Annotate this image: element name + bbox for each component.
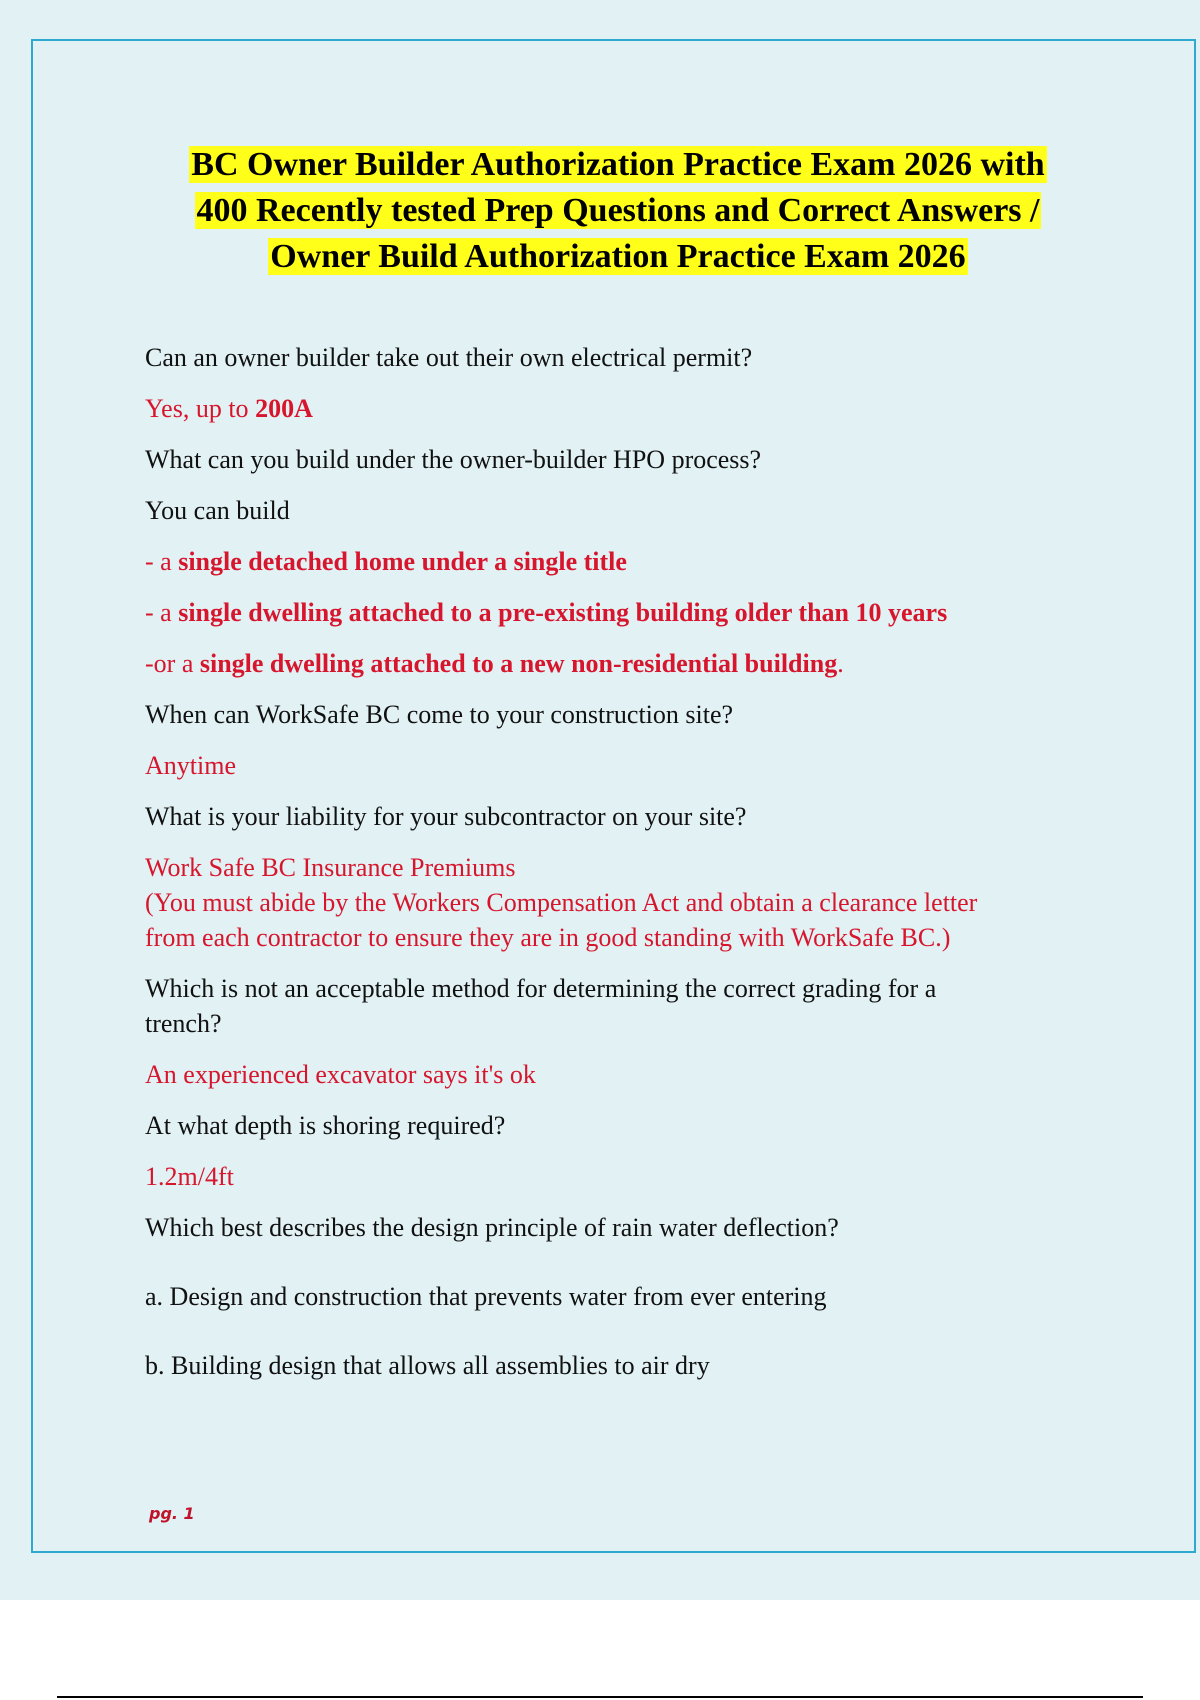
page-number: pg. 1 (149, 1504, 195, 1523)
question-5-line-1: Which is not an acceptable method for determining the correct grading for a (145, 974, 937, 1003)
question-1: Can an owner builder take out their own electrical permit? (145, 343, 753, 372)
qa-content (145, 340, 1075, 1383)
question-5-line-2: trench? (145, 1009, 222, 1038)
answer-2-intro: You can build (145, 496, 290, 525)
document-title (80, 142, 1156, 280)
question-3: When can WorkSafe BC come to your construction site? (145, 700, 734, 729)
answer-4-line-3: from each contractor to ensure they are in good standing with WorkSafe BC.) (145, 923, 951, 952)
answer-2-item-2: - a single dwelling attached to a pre-existing building older than 10 years (145, 598, 948, 627)
question-7: Which best describes the design principle of rain water deflection? (145, 1213, 839, 1242)
answer-4-line-1: Work Safe BC Insurance Premiums (145, 853, 516, 882)
answer-3: Anytime (145, 751, 236, 780)
title-line-3: Owner Build Authorization Practice Exam 2026 (270, 238, 966, 275)
answer-2-item-3: -or a single dwelling attached to a new non-residential building. (145, 649, 844, 678)
answer-5: An experienced excavator says it's ok (145, 1060, 536, 1089)
title-line-1: BC Owner Builder Authorization Practice Exam 2026 with (191, 146, 1045, 183)
question-4: What is your liability for your subcontractor on your site? (145, 802, 747, 831)
answer-6: 1.2m/4ft (145, 1162, 234, 1191)
title-line-2: 400 Recently tested Prep Questions and Correct Answers / (196, 192, 1040, 229)
question-7-option-b: b. Building design that allows all assemblies to air dry (145, 1351, 710, 1380)
answer-1: Yes, up to 200A (145, 394, 313, 423)
footer-divider (57, 1696, 1143, 1698)
question-7-option-a: a. Design and construction that prevents water from ever entering (145, 1282, 827, 1311)
answer-2-item-1: - a single detached home under a single title (145, 547, 627, 576)
question-2: What can you build under the owner-builder HPO process? (145, 445, 762, 474)
question-6: At what depth is shoring required? (145, 1111, 506, 1140)
answer-4-line-2: (You must abide by the Workers Compensation Act and obtain a clearance letter (145, 888, 978, 917)
